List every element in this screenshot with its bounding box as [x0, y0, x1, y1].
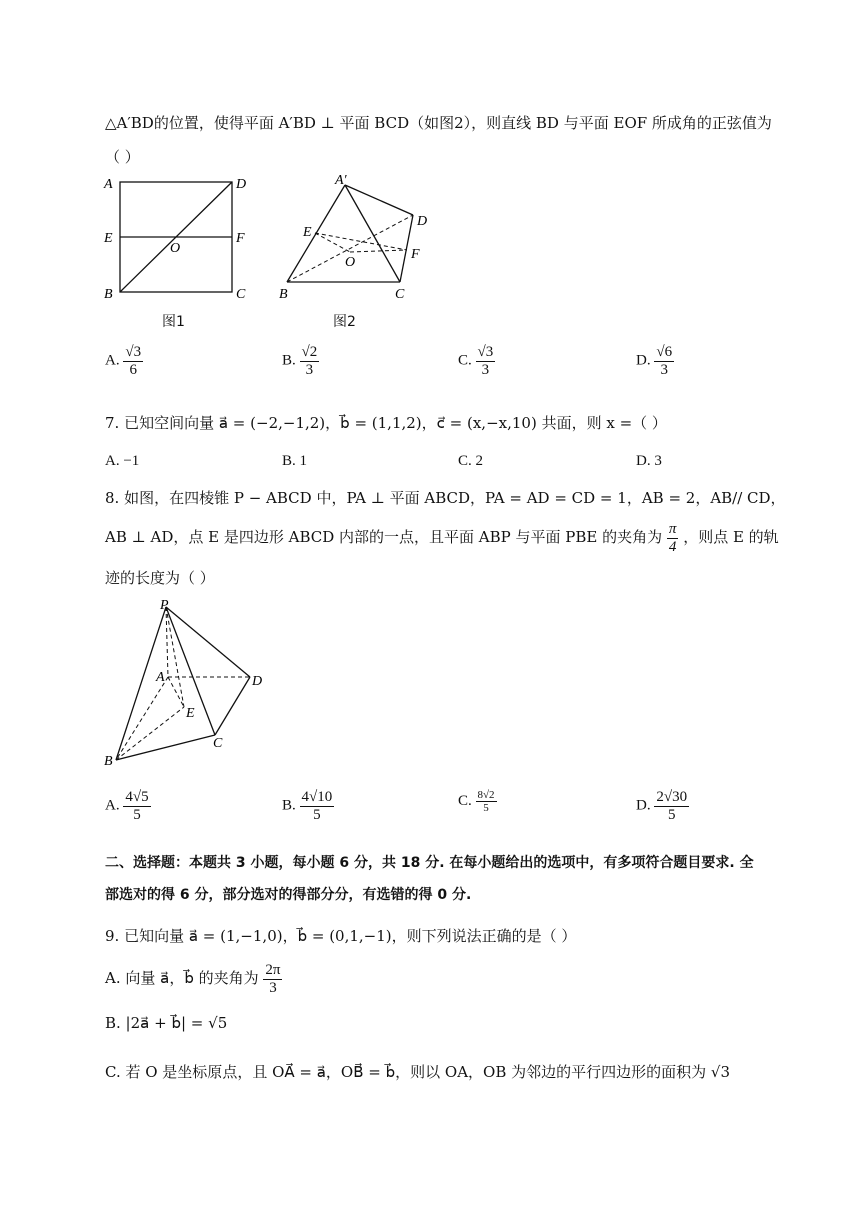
q8-option-a: A. $\frac{4√5}{5}$ [105, 789, 149, 823]
fig2-label-a-prime: A′ [335, 173, 347, 188]
q8-option-d: D. $\frac{2√30}{5}$ [636, 789, 688, 823]
figure-2 [275, 170, 445, 305]
fig2-label-c: C [395, 287, 405, 302]
q8-stem-line1: 8. 如图，在四棱锥 P − ABCD 中，PA ⊥ 平面 ABCD，PA = AD = CD = 1，AB = 2，AB// CD， [105, 489, 786, 507]
q7-stem: 7. 已知空间向量 a⃗ = (−2,−1,2)，b⃗ = (1,1,2)，c⃗ = (x,−x,10) 共面，则 x =（ ） [105, 414, 667, 432]
fig1-label-f: F [236, 231, 245, 246]
q8-stem-line3: 迹的长度为（ ） [105, 569, 215, 587]
fig2-label-o: O [345, 255, 356, 270]
q6-option-a: A. $\frac{√3}{6}$ [105, 344, 142, 378]
q9-stem: 9. 已知向量 a⃗ = (1,−1,0)，b⃗ = (0,1,−1)，则下列说法正确的是（ ） [105, 927, 577, 945]
fig2-caption: 图2 [333, 314, 356, 330]
q9-option-a: A. 向量 a⃗，b⃗ 的夹角为 $\frac{2\pi}{3}$ [105, 962, 281, 996]
q7-option-a: A. −1 [105, 453, 140, 469]
fig1-caption: 图1 [162, 314, 185, 330]
fig1-label-a: A [104, 177, 113, 192]
fig1-label-e: E [104, 231, 113, 246]
q7-option-c: C. 2 [458, 453, 484, 469]
q6-option-d: D. $\frac{√6}{3}$ [636, 344, 673, 378]
fig1-label-d: D [236, 177, 247, 192]
fig2-label-d: D [417, 214, 428, 229]
pyramid-label-b: B [104, 754, 113, 769]
q9-option-b: B. |2a⃗ + b⃗| = √5 [105, 1014, 228, 1032]
q8-stem-line2: AB ⊥ AD，点 E 是四边形 ABCD 内部的一点，且平面 ABP 与平面 PBE 的夹角为 $\frac{\pi}{4}$ ，则点 E 的轨 [105, 521, 779, 555]
figure-1 [100, 170, 260, 305]
q8-option-c: C. $\frac{8√2}{5}$ [458, 789, 495, 815]
section2-heading-line2: 部选对的得 6 分，部分选对的得部分分，有选错的得 0 分. [105, 887, 472, 903]
pyramid-label-c: C [213, 736, 223, 751]
q6-answer-blank: （ ） [105, 148, 140, 166]
fig2-label-e: E [303, 225, 312, 240]
q7-option-b: B. 1 [282, 453, 308, 469]
q6-text-line1: △A′BD的位置，使得平面 A′BD ⊥ 平面 BCD（如图2），则直线 BD 与平面 EOF 所成角的正弦值为 [105, 114, 772, 132]
q7-option-d: D. 3 [636, 453, 662, 469]
fig1-label-b: B [104, 287, 113, 302]
fig2-label-f: F [411, 247, 420, 262]
fig1-label-o: O [170, 241, 181, 256]
pyramid-label-e: E [186, 706, 195, 721]
pyramid-label-p: P [160, 598, 169, 613]
fig1-label-c: C [236, 287, 246, 302]
figure-pyramid [100, 595, 275, 770]
pyramid-label-a: A [156, 670, 165, 685]
q8-option-b: B. $\frac{4√10}{5}$ [282, 789, 333, 823]
section2-heading-line1: 二、选择题：本题共 3 小题，每小题 6 分，共 18 分. 在每小题给出的选项中，有多项符合题目要求. 全 [105, 855, 754, 871]
q9-option-c: C. 若 O 是坐标原点，且 OA⃗ = a⃗，OB⃗ = b⃗，则以 OA，OB 为邻边的平行四边形的面积为 √3 [105, 1063, 731, 1081]
q6-option-b: B. $\frac{√2}{3}$ [282, 344, 318, 378]
q6-option-c: C. $\frac{√3}{3}$ [458, 344, 494, 378]
pyramid-label-d: D [252, 674, 263, 689]
fig2-label-b: B [279, 287, 288, 302]
